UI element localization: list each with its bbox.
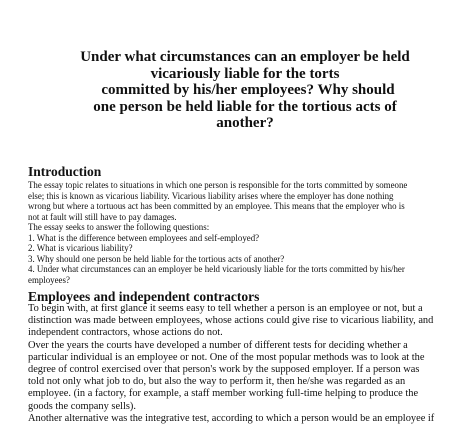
- title-line: Under what circumstances can an employer be held: [80, 49, 410, 65]
- body-line: degree of control exercised over that person's work by the supposed employer. If a person was: [28, 364, 420, 376]
- body-line: else; this is known as vicarious liability. Vicarious liability arises where the employer has done nothing: [28, 190, 394, 201]
- body-line: Over the years the courts have developed a number of different tests for deciding whether a: [28, 339, 408, 351]
- body-line: The essay seeks to answer the following questions:: [28, 222, 210, 233]
- question-item: 2. What is vicarious liability?: [28, 243, 133, 254]
- document-title: [40, 49, 450, 132]
- question-item: 1. What is the difference between employees and self-employed?: [28, 232, 260, 243]
- employees-contractors-heading: Employees and independent contractors: [28, 289, 260, 304]
- body-line: The essay topic relates to situations in which one person is responsible for the torts committed by someone: [28, 180, 408, 190]
- body-line: wrong but where a tortuous act has been committed by an employee. This means that the employer who is: [28, 201, 405, 212]
- body-line: employee. (in a factory, for example, a staff member working full-time helping to produce the: [28, 388, 419, 400]
- body-line: independent contractors, whose actions do not.: [28, 327, 223, 339]
- title-line: committed by his/her employees? Why should: [101, 82, 395, 98]
- title-line: another?: [216, 115, 274, 131]
- title-line: one person be held liable for the tortious acts of: [93, 98, 397, 115]
- employees-contractors-body: [28, 303, 470, 425]
- body-line: particular individual is an employee or not. One of the most popular methods was to look at the: [28, 351, 425, 363]
- body-line: To begin with, at first glance it seems easy to tell whether a person is an employee or not, but a: [28, 303, 423, 314]
- body-line: distinction was made between employees, whose actions could give rise to vicarious liability, and: [28, 315, 434, 327]
- question-item: 4. Under what circumstances can an employer be held vicariously liable for the torts committed by his/her: [28, 264, 405, 275]
- body-line: not at fault will still have to pay damages.: [28, 211, 177, 222]
- question-item: 3. Why should one person be held liable for the tortious acts of another?: [28, 253, 285, 264]
- introduction-heading: Introduction: [28, 164, 102, 179]
- introduction-body: [28, 180, 470, 285]
- body-line: goods the company sells).: [28, 400, 136, 412]
- title-line: vicariously liable for the torts: [150, 65, 340, 82]
- body-line: Another alternative was the integrative test, according to which a person would be an employee if: [28, 412, 435, 424]
- body-line: told not only what job to do, but also the way to perform it, then he/she was regarded as an: [28, 376, 406, 388]
- question-item: employees?: [28, 274, 70, 285]
